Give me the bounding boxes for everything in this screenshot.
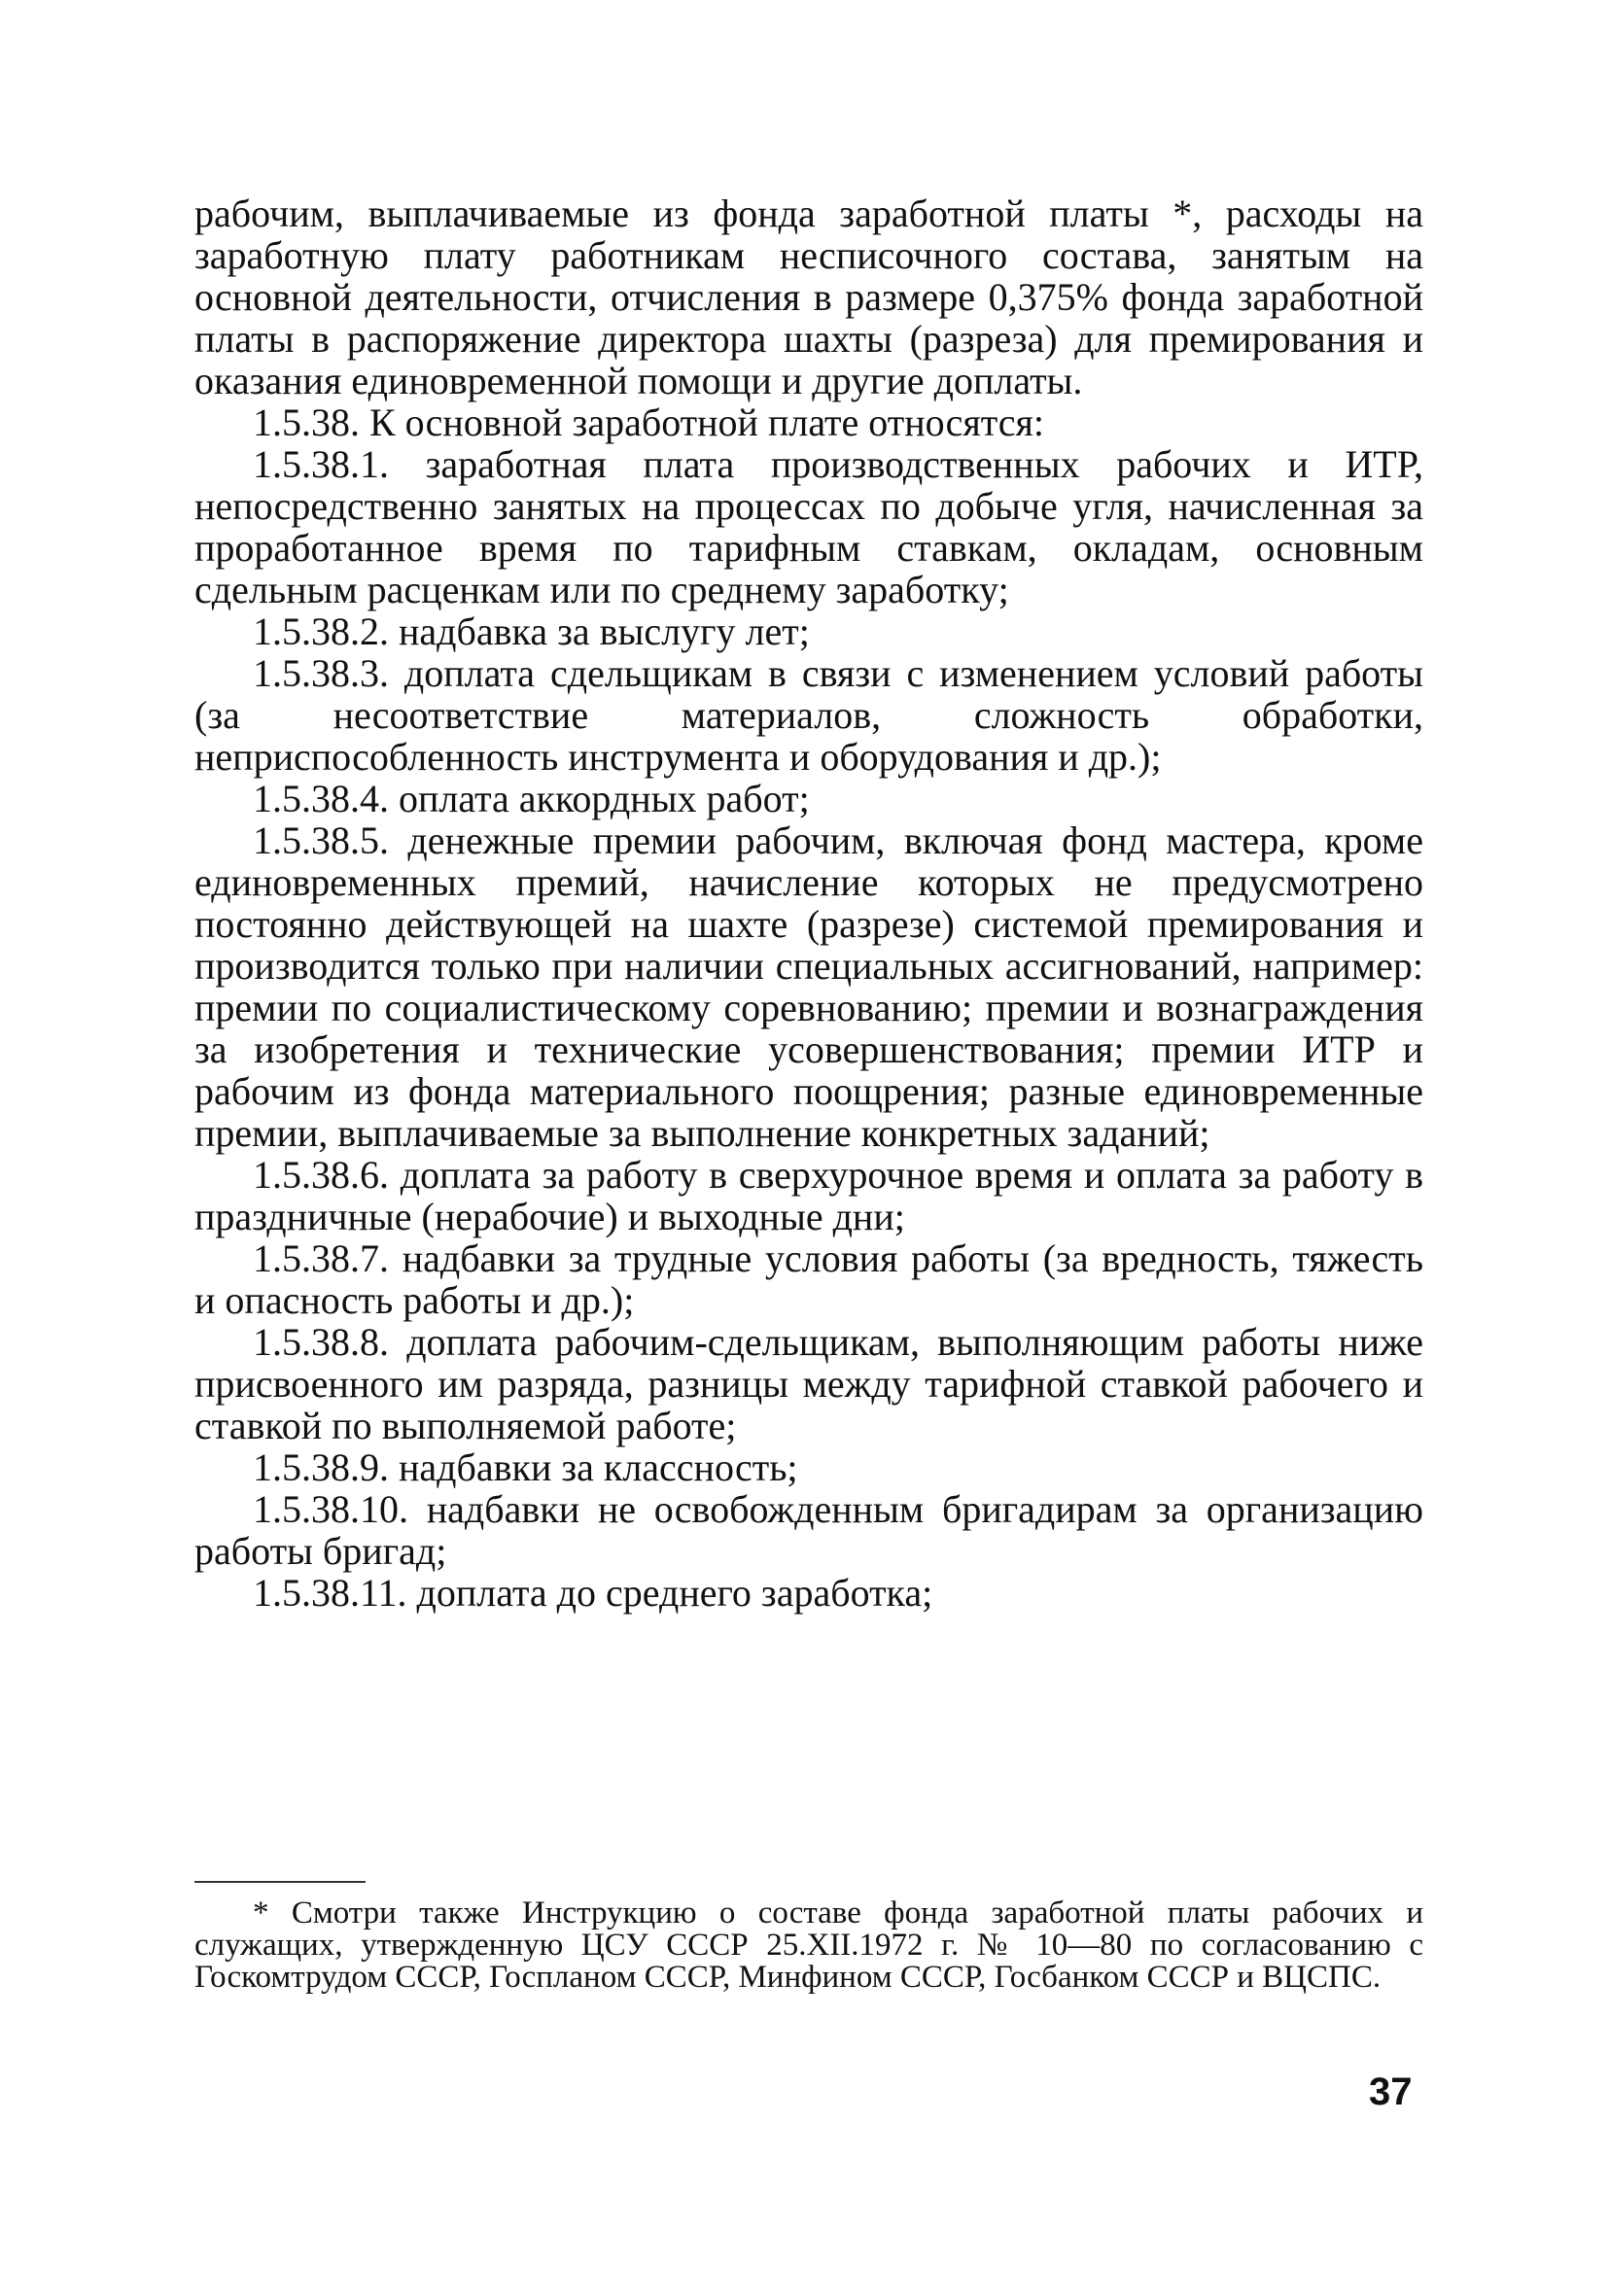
paragraph-1-5-38-10: 1.5.38.10. надбавки не освобожденным бригадирам за организацию работы бригад; <box>194 1487 1423 1573</box>
paragraph-1-5-38-7: 1.5.38.7. надбавки за трудные условия работы (за вредность, тяжесть и опасность работы и др.); <box>194 1236 1423 1322</box>
paragraph-1-5-38-8: 1.5.38.8. доплата рабочим-сдельщикам, выполняющим работы ниже присвоенного им разряда, разницы между тарифной ставкой рабочего и ставкой по выполняемой работе; <box>194 1320 1423 1447</box>
paragraph-1-5-38-6: 1.5.38.6. доплата за работу в сверхурочное время и оплата за работу в праздничные (нерабочие) и выходные дни; <box>194 1153 1423 1238</box>
paragraph-1-5-38-5: 1.5.38.5. денежные премии рабочим, включая фонд мастера, кроме единовременных премий, начисление которых не предусмотрено постоянно действующей на шахте (разрезе) системой премирования и производится только при наличии специальных ассигнований, например: премии по социалистическому соревнованию; премии и вознаграждения за изобретения и технические усовершенствования; премии ИТР и рабочим из фонда материального поощрения; разные единовременные премии, выплачиваемые за выполнение конкретных заданий; <box>194 818 1423 1155</box>
paragraph-continuation: рабочим, выплачиваемые из фонда заработной платы *, расходы на заработную плату работникам несписочного состава, занятым на основной деятельности, отчисления в размере 0,375% фонда заработной платы в распоряжение директора шахты (разреза) для премирования и оказания единовременной помощи и другие доплаты. <box>194 191 1423 402</box>
paragraph-1-5-38-1: 1.5.38.1. заработная плата производственных рабочих и ИТР, непосредственно занятых на процессах по добыче угля, начисленная за проработанное время по тарифным ставкам, окладам, основным сдельным расценкам или по среднему заработку; <box>194 442 1423 611</box>
paragraph-1-5-38: 1.5.38. К основной заработной плате относятся: <box>253 400 1045 444</box>
page-number: 37 <box>1369 2070 1413 2113</box>
paragraph-1-5-38-2: 1.5.38.2. надбавка за выслугу лет; <box>253 609 810 653</box>
paragraph-1-5-38-4: 1.5.38.4. оплата аккордных работ; <box>253 777 810 820</box>
document-page <box>194 192 1423 1614</box>
body-text <box>194 192 1423 1614</box>
paragraph-1-5-38-3: 1.5.38.3. доплата сдельщикам в связи с изменением условий работы (за несоответствие материалов, сложность обработки, неприспособленность инструмента и оборудования и др.); <box>194 651 1423 779</box>
footnote: * Смотри также Инструкцию о составе фонда заработной платы рабочих и служащих, утвержденную ЦСУ СССР 25.XII.1972 г. № 10—80 по согласованию с Госкомтрудом СССР, Госпланом СССР, Минфином СССР, Госбанком СССР и ВЦСПС. <box>194 1896 1423 1995</box>
footnote-divider <box>194 1881 366 1883</box>
paragraph-1-5-38-11: 1.5.38.11. доплата до среднего заработка; <box>253 1571 933 1615</box>
paragraph-1-5-38-9: 1.5.38.9. надбавки за классность; <box>253 1445 798 1489</box>
